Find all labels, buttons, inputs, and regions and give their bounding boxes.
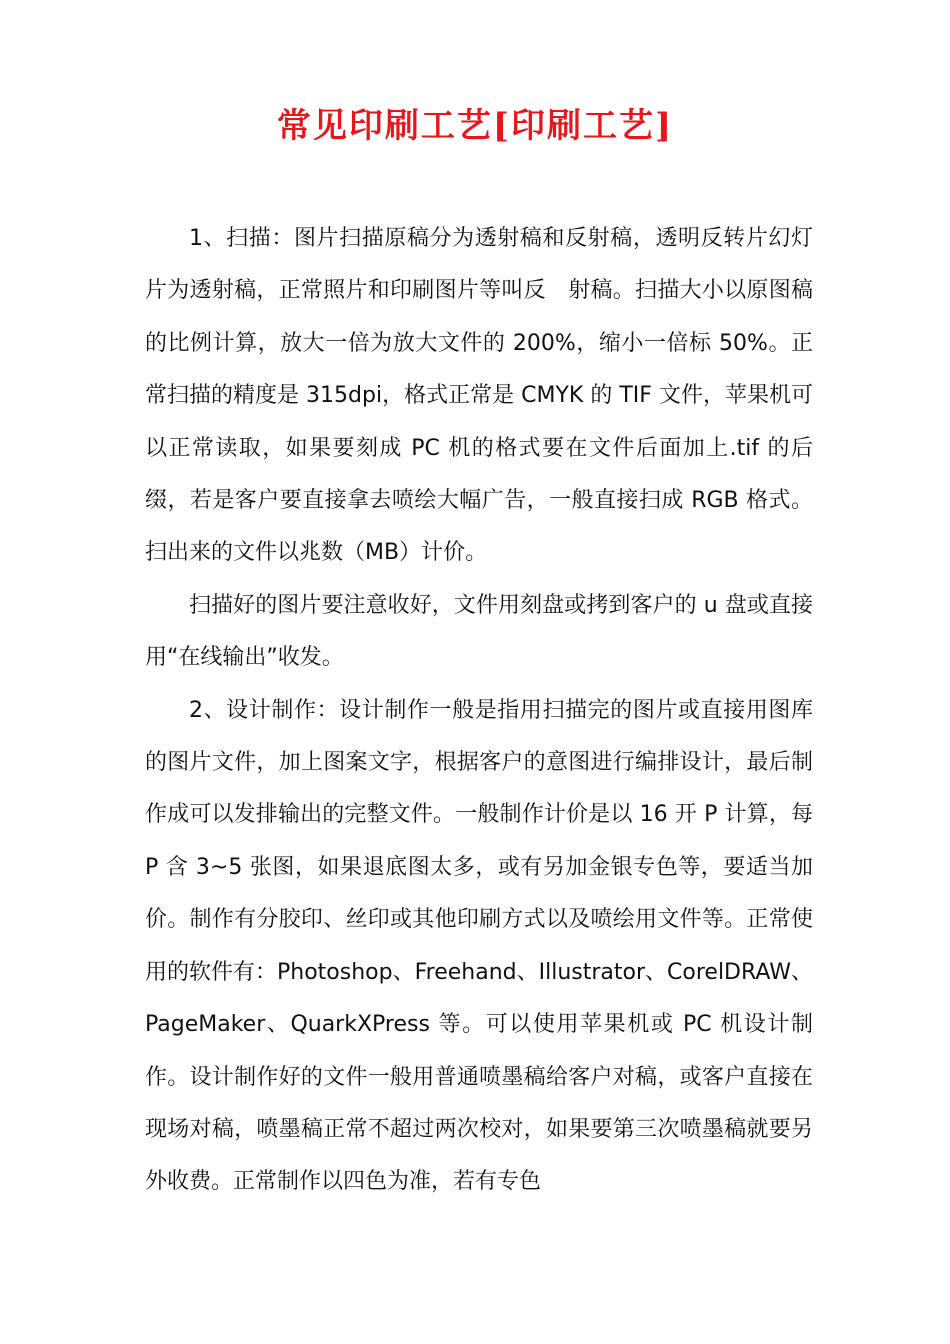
paragraph-scanning: 1、扫描：图片扫描原稿分为透射稿和反射稿，透明反转片幻灯片为透射稿，正常照片和印刷图片等叫反 射稿。扫描大小以原图稿的比例计算，放大一倍为放大文件的 200%，缩小一倍标 50%。正常扫描的精度是 315dpi，格式正常是 CMYK 的 TIF 文件，苹果机可以正常读取，如果要刻成 PC 机的格式要在文件后面加上.tif 的后缀，若是客户要直接拿去喷绘大幅广告，一般直接扫成 RGB 格式。扫出来的文件以兆数（MB）计价。	[145, 226, 813, 566]
document-title: 常见印刷工艺[印刷工艺]	[276, 106, 674, 146]
paragraph-design: 2、设计制作：设计制作一般是指用扫描完的图片或直接用图库的图片文件，加上图案文字，根据客户的意图进行编排设计，最后制作成可以发排输出的完整文件。一般制作计价是以 16 开 P 计算，每 P 含 3~5 张图，如果退底图太多，或有另加金银专色等，要适当加价。制作有分胶印、丝印或其他印刷方式以及喷绘用文件等。正常使用的软件有：Photoshop、Freehand、Illustrator、CorelDRAW、PageMaker、QuarkXPress 等。可以使用苹果机或 PC 机设计制作。设计制作好的文件一般用普通喷墨稿给客户对稿，或客户直接在现场对稿，喷墨稿正常不超过两次校对，如果要第三次喷墨稿就要另外收费。正常制作以四色为准，若有专色	[145, 697, 813, 1195]
paragraph-scan-storage: 扫描好的图片要注意收好，文件用刻盘或拷到客户的 u 盘或直接用“在线输出”收发。	[145, 592, 813, 671]
document-body	[145, 213, 813, 1209]
